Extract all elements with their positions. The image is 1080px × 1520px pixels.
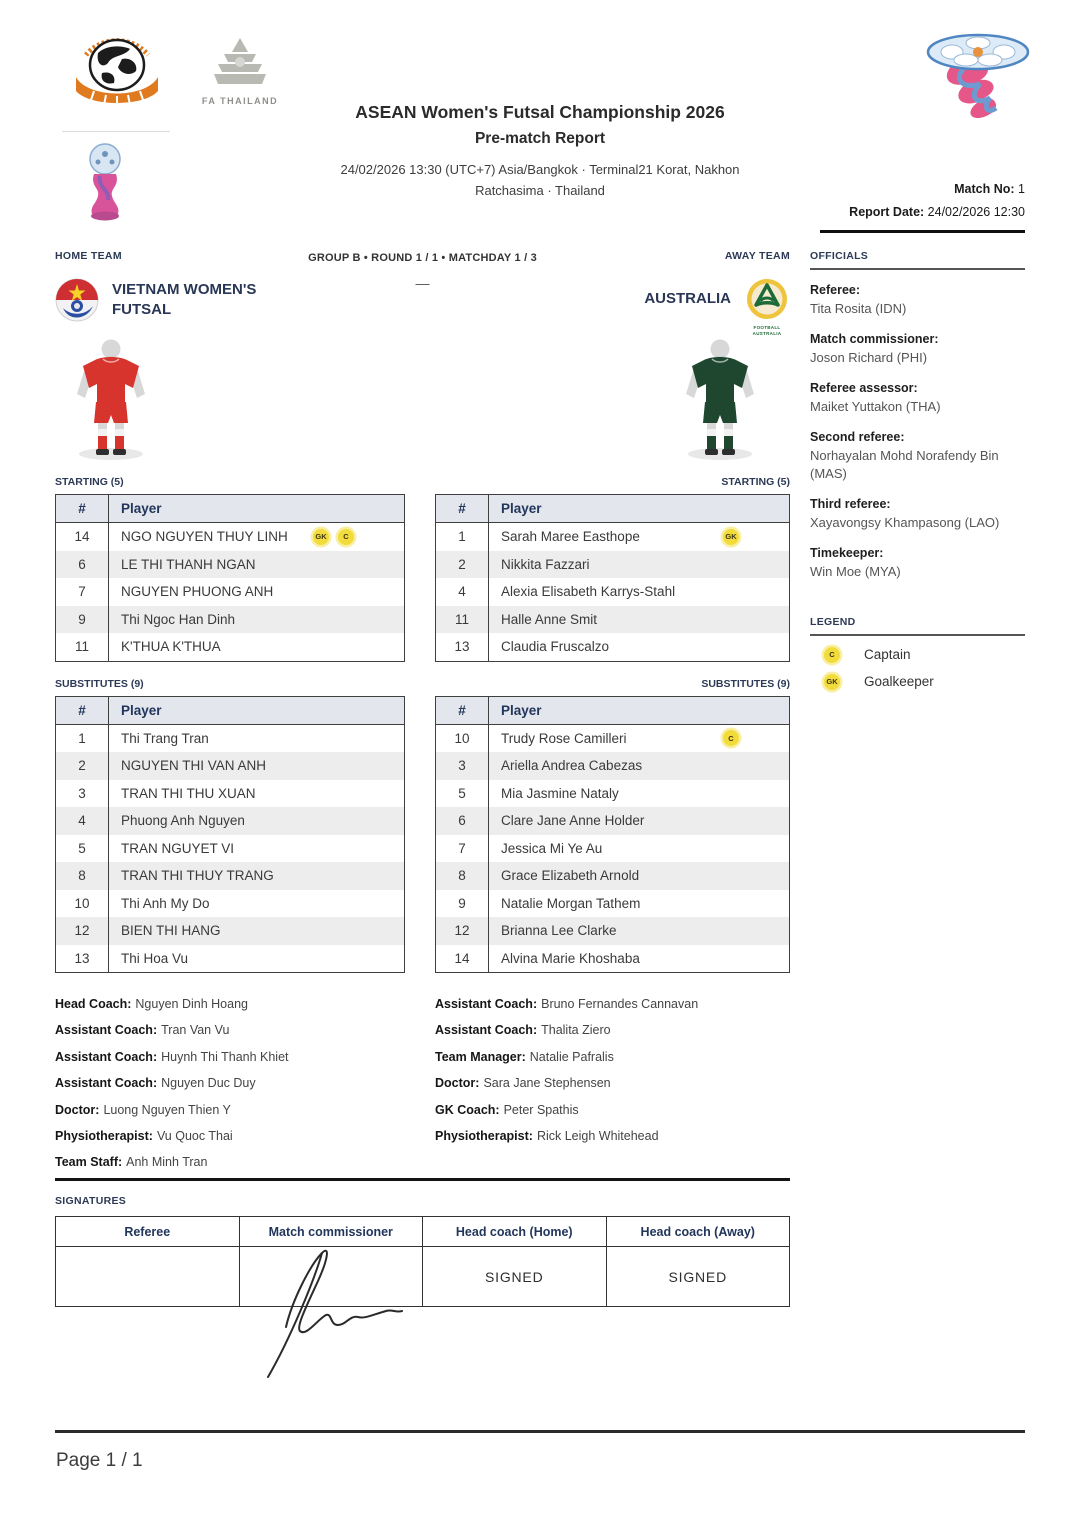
player-name: Brianna Lee Clarke bbox=[501, 923, 617, 939]
player-name: Alvina Marie Khoshaba bbox=[501, 950, 640, 966]
signatures-section bbox=[55, 1178, 790, 1307]
column-header-player: Player bbox=[109, 696, 405, 724]
player-number: 2 bbox=[56, 752, 109, 780]
player-name: NGO NGUYEN THUY LINH GK C bbox=[109, 523, 405, 551]
australia-crest-text: FOOTBALL AUSTRALIA bbox=[752, 325, 782, 336]
player-name: K'THUA K'THUA bbox=[121, 639, 221, 655]
player-row bbox=[56, 862, 405, 890]
player-name: Nikkita Fazzari bbox=[501, 556, 590, 572]
player-number: 9 bbox=[436, 890, 489, 918]
away-substitutes-label: SUBSTITUTES (9) bbox=[701, 677, 790, 690]
report-date-value: 24/02/2026 12:30 bbox=[927, 205, 1025, 220]
officials-title: OFFICIALS bbox=[810, 250, 1025, 270]
away-team-identity bbox=[435, 278, 790, 336]
group-round-matchday: GROUP B • ROUND 1 / 1 • MATCHDAY 1 / 3 bbox=[308, 252, 537, 264]
staff-entry: Physiotherapist: Rick Leigh Whitehead bbox=[435, 1128, 659, 1143]
home-starting-label: STARTING (5) bbox=[55, 476, 124, 488]
staff-entry: Doctor: Luong Nguyen Thien Y bbox=[55, 1102, 231, 1117]
player-row bbox=[436, 633, 790, 661]
legend-label: Captain bbox=[864, 647, 911, 663]
staff-entry: Assistant Coach: Bruno Fernandes Cannavan bbox=[435, 997, 699, 1011]
match-meta bbox=[849, 178, 1025, 224]
player-row bbox=[436, 606, 790, 634]
player-row bbox=[436, 578, 790, 606]
player-number: 12 bbox=[56, 917, 109, 945]
player-name: TRAN THI THUY TRANG bbox=[121, 868, 274, 884]
signature-column-header: Match commissioner bbox=[239, 1217, 423, 1247]
legend-item bbox=[810, 647, 1025, 663]
player-name: BIEN THI HANG bbox=[121, 923, 221, 939]
player-number: 7 bbox=[436, 835, 489, 863]
staff-entry: GK Coach: Peter Spathis bbox=[435, 1102, 579, 1117]
match-datetime-line2: Ratchasima · Thailand bbox=[475, 183, 605, 199]
away-team-name: AUSTRALIA bbox=[644, 290, 731, 307]
column-header-player: Player bbox=[489, 495, 790, 523]
signatures-table bbox=[55, 1216, 790, 1307]
vietnam-crest-icon bbox=[55, 278, 99, 327]
player-name: TRAN THI THU XUAN bbox=[121, 785, 256, 801]
officials-list bbox=[810, 283, 1025, 582]
player-number: 7 bbox=[56, 578, 109, 606]
player-name: NGUYEN PHUONG ANH bbox=[121, 584, 274, 600]
player-name: Natalie Morgan Tathem bbox=[501, 895, 641, 911]
match-number-label: Match No: bbox=[954, 182, 1015, 196]
player-row bbox=[56, 945, 405, 973]
player-row bbox=[56, 807, 405, 835]
staff-entry: Doctor: Sara Jane Stephensen bbox=[435, 1076, 611, 1091]
staff-entry: Team Staff: Anh Minh Tran bbox=[55, 1155, 208, 1170]
away-starting-label: STARTING (5) bbox=[721, 476, 790, 488]
player-name: TRAN NGUYET VI bbox=[121, 840, 235, 856]
player-row bbox=[436, 551, 790, 579]
player-name: Alexia Elisabeth Karrys-Stahl bbox=[501, 584, 676, 600]
staff-entry: Head Coach: Nguyen Dinh Hoang bbox=[55, 997, 248, 1011]
player-name: Thi Hoa Vu bbox=[121, 950, 189, 966]
player-row bbox=[56, 917, 405, 945]
player-number: 5 bbox=[56, 835, 109, 863]
player-row bbox=[436, 724, 790, 752]
captain-badge: C bbox=[723, 730, 739, 746]
report-date bbox=[849, 201, 1025, 224]
player-number: 11 bbox=[56, 633, 109, 661]
signed-cell: SIGNED bbox=[423, 1247, 607, 1307]
player-number: 3 bbox=[56, 780, 109, 808]
commissioner-signature bbox=[226, 1231, 436, 1384]
player-name: Jessica Mi Ye Au bbox=[501, 840, 603, 856]
player-row bbox=[436, 835, 790, 863]
player-row bbox=[56, 890, 405, 918]
player-row bbox=[56, 578, 405, 606]
player-row bbox=[56, 780, 405, 808]
signatures-rule bbox=[55, 1178, 790, 1181]
header-rule bbox=[820, 230, 1025, 233]
commissioner-signature-cell bbox=[239, 1247, 423, 1307]
score-placeholder: — bbox=[415, 275, 430, 291]
staff-entry: Physiotherapist: Vu Quoc Thai bbox=[55, 1128, 233, 1143]
goalkeeper-badge: GK bbox=[313, 529, 329, 545]
column-header-number: # bbox=[436, 696, 489, 724]
home-team-identity bbox=[55, 278, 405, 332]
player-number: 4 bbox=[436, 578, 489, 606]
away-team-label: AWAY TEAM bbox=[724, 250, 790, 262]
player-number: 13 bbox=[436, 633, 489, 661]
official-entry: Match commissioner: Joson Richard (PHI) bbox=[810, 331, 939, 365]
official-entry: Second referee: Norhayalan Mohd Norafendy Bin (MAS) bbox=[810, 429, 999, 482]
player-number: 8 bbox=[56, 862, 109, 890]
player-row bbox=[436, 523, 790, 551]
report-date-label: Report Date: bbox=[849, 205, 925, 220]
fa-thailand-logo-icon bbox=[188, 36, 292, 106]
player-name: Thi Ngoc Han Dinh bbox=[121, 611, 236, 627]
player-name: Thi Anh My Do bbox=[121, 895, 210, 911]
player-number: 14 bbox=[436, 945, 489, 973]
player-name: Clare Jane Anne Holder bbox=[501, 813, 645, 829]
player-number: 4 bbox=[56, 807, 109, 835]
captain-badge: C bbox=[338, 529, 354, 545]
signature-column-header: Referee bbox=[56, 1217, 240, 1247]
player-number: 10 bbox=[436, 724, 489, 752]
column-header-number: # bbox=[56, 495, 109, 523]
home-team-name: VIETNAM WOMEN'S FUTSAL bbox=[112, 281, 257, 318]
footer-rule bbox=[55, 1430, 1025, 1433]
player-number: 5 bbox=[436, 780, 489, 808]
goalkeeper-badge: GK bbox=[824, 674, 840, 690]
player-row bbox=[436, 752, 790, 780]
home-kit-icon bbox=[65, 449, 157, 466]
home-kit-row bbox=[55, 336, 405, 464]
player-number: 9 bbox=[56, 606, 109, 634]
player-row bbox=[56, 523, 405, 551]
player-number: 6 bbox=[56, 551, 109, 579]
player-name: LE THI THANH NGAN bbox=[121, 556, 256, 572]
official-entry: Third referee: Xayavongsy Khampasong (LAO) bbox=[810, 497, 1000, 531]
player-row bbox=[56, 752, 405, 780]
empty-signature-cell bbox=[56, 1247, 240, 1307]
player-number: 1 bbox=[56, 724, 109, 752]
fa-thailand-logo-text: FA THAILAND bbox=[201, 96, 279, 106]
staff-entry: Assistant Coach: Huynh Thi Thanh Khiet bbox=[55, 1049, 289, 1064]
away-kit-icon bbox=[674, 336, 766, 464]
column-header-number: # bbox=[436, 495, 489, 523]
staff-entry: Assistant Coach: Nguyen Duc Duy bbox=[55, 1076, 256, 1091]
legend-list bbox=[810, 647, 1025, 690]
player-number: 1 bbox=[436, 523, 489, 551]
player-name: Trudy Rose Camilleri C bbox=[489, 724, 790, 752]
player-row bbox=[436, 890, 790, 918]
away-team-column bbox=[435, 250, 790, 1155]
trophy-divider-line bbox=[62, 131, 170, 132]
player-row bbox=[436, 780, 790, 808]
player-number: 10 bbox=[56, 890, 109, 918]
player-row bbox=[56, 633, 405, 661]
goalkeeper-badge: GK bbox=[723, 529, 739, 545]
column-header-number: # bbox=[56, 696, 109, 724]
signatures-title: SIGNATURES bbox=[55, 1195, 127, 1207]
player-row bbox=[56, 606, 405, 634]
legend-item bbox=[810, 674, 1025, 690]
player-number: 2 bbox=[436, 551, 489, 579]
player-number: 6 bbox=[436, 807, 489, 835]
championship-trophy-icon bbox=[80, 142, 130, 229]
staff-entry: Team Manager: Natalie Pafralis bbox=[435, 1049, 614, 1064]
player-name: Grace Elizabeth Arnold bbox=[501, 868, 640, 884]
away-staff-list bbox=[435, 997, 790, 1143]
player-row bbox=[56, 835, 405, 863]
aff-federation-logo-icon bbox=[60, 33, 173, 113]
official-entry: Referee assessor: Maiket Yuttakon (THA) bbox=[810, 380, 941, 414]
home-substitutes-table bbox=[55, 696, 405, 974]
australia-crest-icon bbox=[744, 278, 790, 337]
player-number: 12 bbox=[436, 917, 489, 945]
player-name: Halle Anne Smit bbox=[501, 611, 598, 627]
player-number: 11 bbox=[436, 606, 489, 634]
home-team-column bbox=[55, 250, 405, 1182]
page-number: Page 1 / 1 bbox=[56, 1450, 143, 1471]
player-name: Thi Trang Tran bbox=[121, 730, 209, 746]
staff-entry: Assistant Coach: Thalita Ziero bbox=[435, 1023, 611, 1038]
page-subtitle: Pre-match Report bbox=[474, 130, 606, 147]
officials-panel bbox=[810, 250, 1025, 690]
player-number: 8 bbox=[436, 862, 489, 890]
player-row bbox=[436, 917, 790, 945]
player-row bbox=[436, 862, 790, 890]
player-row bbox=[436, 945, 790, 973]
staff-entry: Assistant Coach: Tran Van Vu bbox=[55, 1023, 230, 1038]
page-title: ASEAN Women's Futsal Championship 2026 bbox=[355, 102, 725, 122]
player-name: Ariella Andrea Cabezas bbox=[501, 758, 643, 774]
player-number: 3 bbox=[436, 752, 489, 780]
column-header-player: Player bbox=[489, 696, 790, 724]
home-starting-table bbox=[55, 494, 405, 662]
player-row bbox=[56, 724, 405, 752]
signature-column-header: Head coach (Home) bbox=[423, 1217, 607, 1247]
player-name: Sarah Maree Easthope GK bbox=[489, 523, 790, 551]
legend-title: LEGEND bbox=[810, 616, 1025, 636]
captain-badge: C bbox=[824, 647, 840, 663]
match-number-value: 1 bbox=[1018, 182, 1025, 196]
official-entry: Timekeeper: Win Moe (MYA) bbox=[810, 546, 901, 580]
player-name: Claudia Fruscalzo bbox=[501, 639, 610, 655]
away-starting-table bbox=[435, 494, 790, 662]
away-substitutes-table bbox=[435, 696, 790, 974]
player-number: 14 bbox=[56, 523, 109, 551]
home-staff-list bbox=[55, 997, 405, 1170]
player-name: Mia Jasmine Nataly bbox=[501, 785, 619, 801]
player-name: Phuong Anh Nguyen bbox=[121, 813, 245, 829]
player-row bbox=[56, 551, 405, 579]
legend-panel bbox=[810, 616, 1025, 690]
player-number: 13 bbox=[56, 945, 109, 973]
match-number bbox=[849, 178, 1025, 201]
column-header-player: Player bbox=[109, 495, 405, 523]
player-row bbox=[436, 807, 790, 835]
home-substitutes-label: SUBSTITUTES (9) bbox=[55, 677, 144, 690]
home-team-label: HOME TEAM bbox=[55, 250, 122, 262]
player-name: NGUYEN THI VAN ANH bbox=[121, 758, 267, 774]
official-entry: Referee: Tita Rosita (IDN) bbox=[810, 283, 907, 316]
away-kit-row bbox=[435, 336, 790, 464]
legend-label: Goalkeeper bbox=[864, 674, 934, 690]
match-datetime-line1: 24/02/2026 13:30 (UTC+7) Asia/Bangkok · Terminal21 Korat, Nakhon bbox=[340, 162, 740, 177]
signed-cell: SIGNED bbox=[606, 1247, 790, 1307]
signature-column-header: Head coach (Away) bbox=[606, 1217, 790, 1247]
